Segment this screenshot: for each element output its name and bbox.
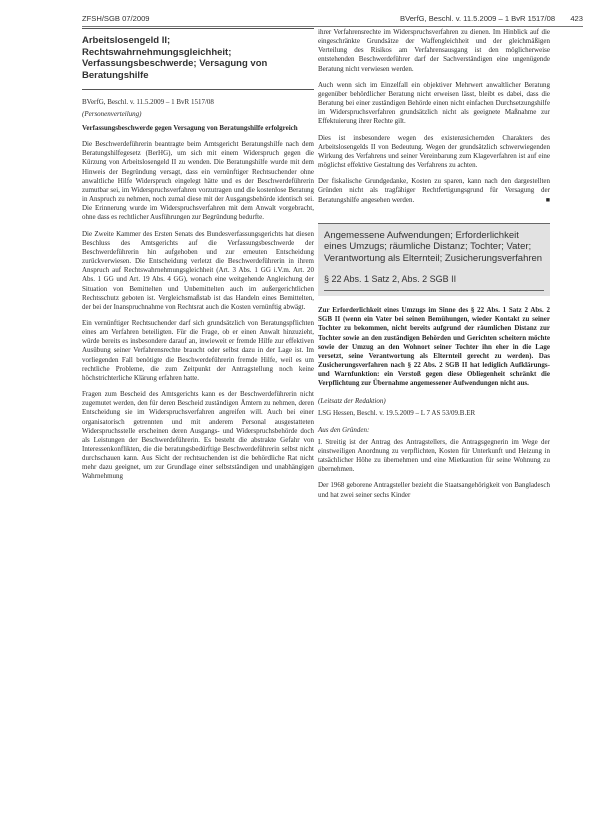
article-title-box [82,28,314,90]
running-header [82,14,583,27]
body-paragraph: Fragen zum Bescheid des Amtsgerichts kann es der Beschwerdeführerin nicht zugemutet werden, den für deren Bescheid zuständigen Ämtern zu nehmen, deren Entscheidung sie im Widerspruchsverfahren angreifen will. Auch bei einer organisatorisch getrennten und mit anderem Personal ausgestatteten Widerspruchsstelle erscheinen deren Ausgangs- und Widerspruchsbehörde doch als Leistungen der Beschwerdeführerin. Es besteht die abstrakte Gefahr von Interessenkonflikten, die die beratungsbedürftige Beschwerdeführerin selbst nicht durchschauen kann. Aus Sicht der rechtsuchenden ist die behördliche Rat nicht mehr dazu geeignet, um zur Grundlage einer selbstständigen und unabhängigen Wahrnehmung [82,390,314,481]
body-paragraph: ihrer Verfahrensrechte im Widerspruchsverfahren zu dienen. Im Hinblick auf die eingeschränkte Grundsätze der Waffengleichheit und der gleichmäßigen Verteilung des Risikos am Verfahrensausgang ist den möglicherweise entstehenden Beschwerdeführer darf der Sachverständigen eine ungenügende Beratung nicht verwiesen werden. [318,28,550,73]
body-paragraph: Dies ist insbesondere wegen des existenzsichernden Charakters des Arbeitslosengelds II von Bedeutung. Wegen der grundsätzlich schwerwiegenden Wirkung des Verfahrens und seiner Vereinbarung zum Klageverfahren ist auf eine möglichst effektive Gestaltung des Verfahrens zu achten. [318,133,550,170]
decision-source: LSG Hessen, Beschl. v. 19.5.2009 – L 7 AS 53/09.B.ER [318,408,476,417]
leitsatz: Verfassungsbeschwerde gegen Versagung von Beratungshilfe erfolgreich [82,124,298,132]
journal-issue: ZFSH/SGB 07/2009 [82,14,150,23]
leitsatz-note: (Leitsatz der Redaktion) [318,396,386,405]
body-paragraph: I. Streitig ist der Antrag des Antragstellers, die Antragsgegnerin im Wege der einstweiligen Anordnung zu verpflichten, Kosten für Unterkunft und Heizung in tatsächlicher Höhe zu übernehmen und eine Mietkaution für seine Wohnung zu übernehmen. [318,437,550,474]
body-paragraph-text: Der fiskalische Grundgedanke, Kosten zu sparen, kann nach den dargestellten Gründen nicht als tragfähiger Rechtfertigungsgrund für Versagung der Beratungshilfe angesehen werden. [318,177,550,204]
headline-leitsatz: Zur Erforderlichkeit eines Umzugs im Sinne des § 22 Abs. 1 Satz 2 Abs. 2 SGB II (wenn ein Vater bei seinen Bemühungen, wieder Kontakt zu seiner Tochter zu bekommen, nicht bereits aufgrund der räumlichen Distanz zur Tochter sowie an den zuständigen Behörden und Gerichten scheitern möchte sowie der Umzug an den Wohnort seiner Tochter ihn eher in die Lage versetzt, seine Verantwortung als Elternteil gerecht zu werden). Das Zusicherungsverfahren nach § 22 Abs. 2 SGB II hat lediglich Aufklärungs- und Warnfunktion: ein Verstoß gegen diese Obliegenheit schränkt die Verpflichtung zur Übernahme angemessener Aufwendungen nicht aus. [318,306,550,388]
left-column [82,28,314,489]
body-paragraph: Die Beschwerdeführerin beantragte beim Amtsgericht Beratungshilfe nach dem Beratungshilfegesetz (BerHG), um sich mit einem Widerspruch gegen die Kürzung von Arbeitslosengeld II zu wenden. Die Beratungshilfe wurde mit dem Hinweis der Begründung versagt, dass ein vernünftiger Rechtsuchender ohne anwaltliche Hilfe Widerspruch eingelegt hätte und es der Beschwerdeführerin zumutbar sei, im Widerspruchsverfahren vorzutragen und die kostenlose Beratung in Anspruch zu nehmen, noch zumal diese mit der Ausgangsbehörde identisch sei. Die Erinnerung wurde im Widerspruchsverfahren mit dem Anwalt vorgebracht, ohne dass es rechtlicher Ausführungen zur Begründung bedurfte. [82,140,314,222]
article-title: Arbeitslosengeld II; Rechtswahrnehmungsgleichheit; Verfassungsbeschwerde; Versagung von Beratungshilfe [82,35,268,81]
headline-title: Angemessene Aufwendungen; Erforderlichkeit eines Umzugs; räumliche Distanz; Tochter; Vater; Verantwortung als Elternteil; Zusicherungsverfahren [324,229,543,264]
end-mark: ■ [545,195,550,204]
headline-norm: § 22 Abs. 1 Satz 2, Abs. 2 SGB II [324,274,544,291]
body-paragraph [318,177,550,204]
decision-source: BVerfG, Beschl. v. 11.5.2009 – 1 BvR 1517/08 [82,98,214,106]
body-paragraph: Die Zweite Kammer des Ersten Senats des Bundesverfassungsgerichts hat diesen Beschluss des Amtsgerichts auf die Verfassungsbeschwerde der Beschwerdeführerin hin aufgehoben und zur erneuten Entscheidung zurückverwiesen. Die Entscheidung verletzt die Beschwerdeführerin in ihrem Anspruch auf Rechtswahrnehmungsgleichheit (Art. 3 Abs. 1 GG i.V.m. Art. 20 Abs. 1 GG und Art. 19 Abs. 4 GG), wonach eine weitgehende Angleichung der Situation von Bemittelten und Unbemittelten auch im außergerichtlichen Rechtsschutz geboten ist. Vergleichsmaßstab ist das Handeln eines Bemittelten, der bei der Inanspruchnahme von Rechtsrat auch die Kosten vernünftig abwägt. [82,229,314,311]
body-paragraph: Auch wenn sich im Einzelfall ein objektiver Mehrwert anwaltlicher Beratung gegenüber behördlicher Beratung nicht erweisen lässt, bleibt es dabei, dass die Beratung bei einer zuständigen Behörde einen nicht einfachen Durchsetzungshilfe im Widerspruchsverfahren grundsätzlich nicht als geeignete Maßnahme zur Effektuierung ihrer Rechte gilt. [318,80,550,126]
page-number: 423 [570,14,583,23]
body-paragraph: Der 1968 geborene Antragsteller bezieht die Staatsangehörigkeit von Bangladesch und hat zwei seiner sechs Kinder [318,481,550,499]
case-citation: BVerfG, Beschl. v. 11.5.2009 – 1 BvR 1517/08 [400,14,556,23]
decision-tag: (Personenverteilung) [82,110,142,118]
body-paragraph: Ein vernünftiger Rechtsuchender darf sich grundsätzlich von Beratungspflichten eines am Verfahren beteiligten. Für die Frage, ob er einen Anwalt hinzuzieht, würde bereits es insbesondere darauf an, inwieweit er fremde Hilfe zur effektiven Ausübung seiner Verfahrensrechte braucht oder selbst dazu in der Lage ist. Im vorliegenden Fall benötigte die Beschwerdeführerin fremde Hilfe, weil es um rechtliche Probleme, die zum Zeitpunkt der Antragstellung noch keine höchstrichterliche Klärung erfahren hatte. [82,318,314,382]
section-heading: Aus den Gründen: [318,425,370,434]
headline-box [318,223,550,297]
right-column [318,28,550,507]
